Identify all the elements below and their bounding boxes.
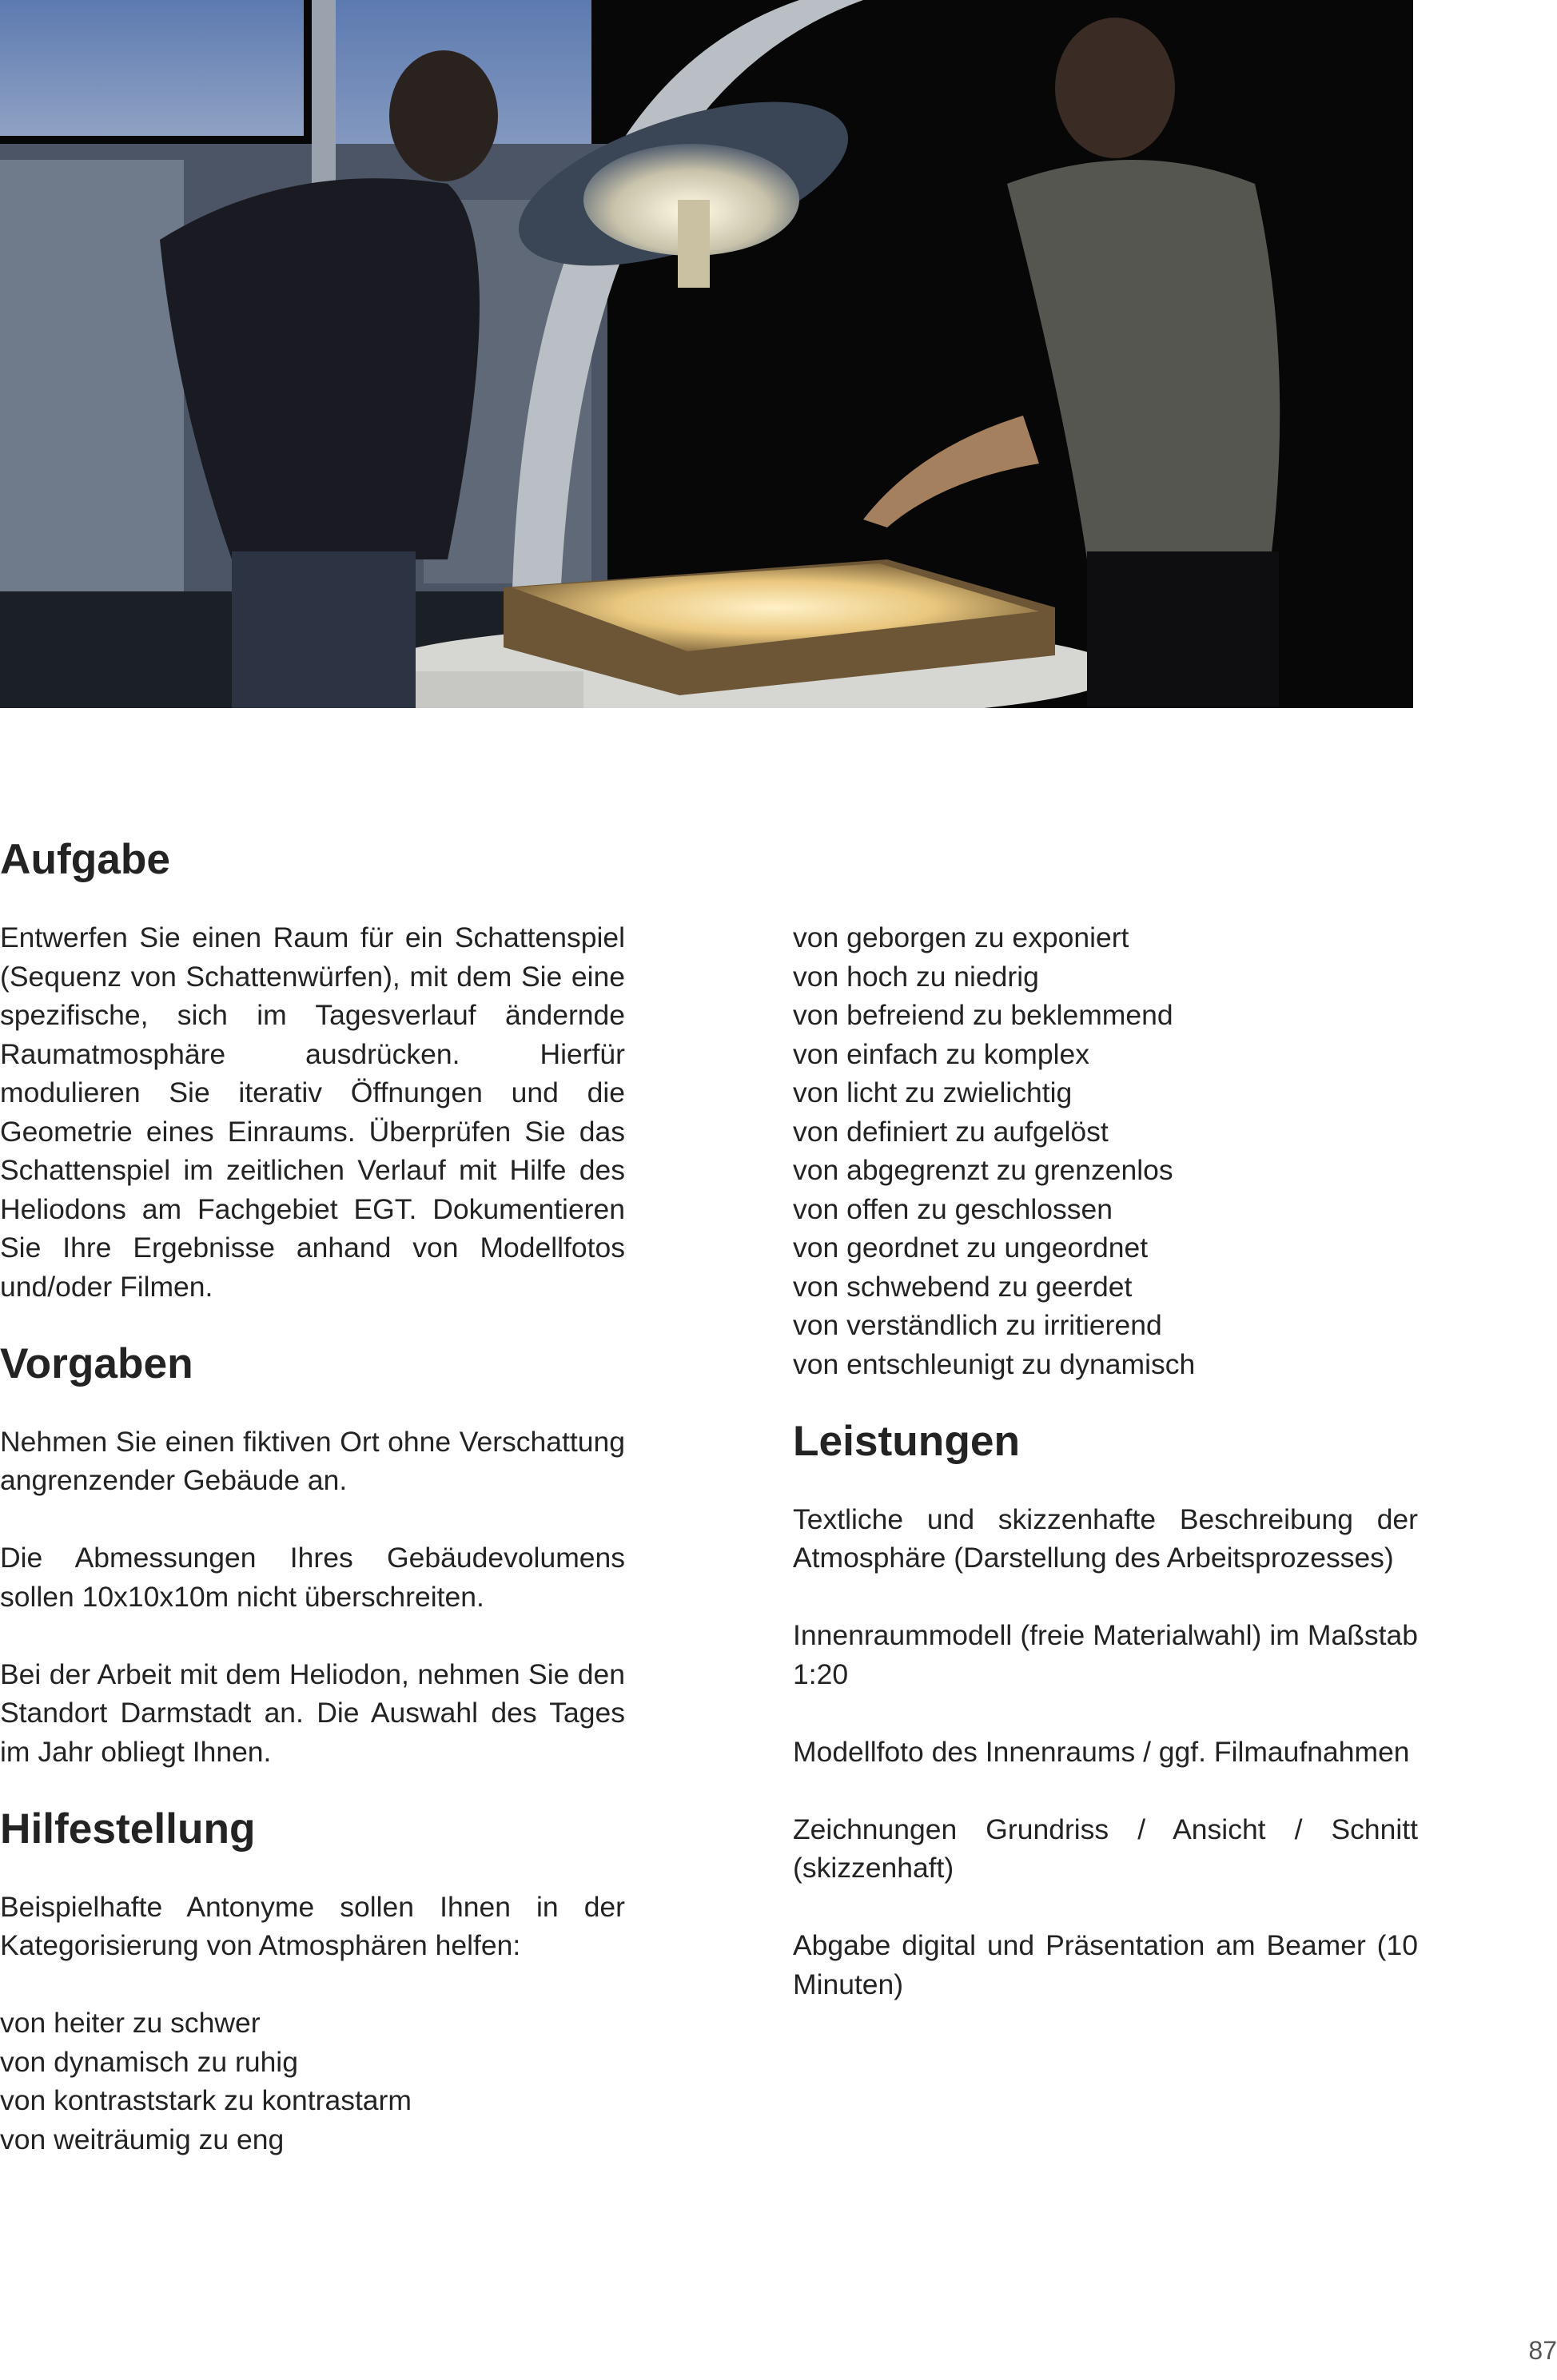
left-column — [0, 836, 625, 2159]
heliodon-photo — [0, 0, 1413, 708]
list-item: von geordnet zu ungeordnet — [793, 1232, 1149, 1264]
leistungen-paragraph-3: Modellfoto des Innenraums / ggf. Filmaufnahmen — [793, 1735, 1410, 1768]
leistungen-paragraph-2: Innenraummodell (freie Materialwahl) im Maßstab 1:20 — [793, 1619, 1418, 1690]
leistungen-paragraph-5: Abgabe digital und Präsentation am Beamer (10 Minuten) — [793, 1929, 1418, 2000]
heading-hilfestellung: Hilfestellung — [0, 1805, 256, 1853]
list-item: von licht zu zwielichtig — [793, 1077, 1073, 1108]
vorgaben-paragraph-2: Die Abmessungen Ihres Gebäudevolumens sollen 10x10x10m nicht überschreiten. — [0, 1542, 625, 1613]
aufgabe-text: Entwerfen Sie einen Raum für ein Schattenspiel (Sequenz von Schattenwürfen), mit dem Sie eine spezifische, sich im Tagesverlauf ändernde Raumatmosphäre ausdrücken. Hierfür modulieren Sie iterativ Öffnungen und die Geometrie eines Einraums. Überprüfen Sie das Schattenspiel im zeitlichen Verlauf mit Hilfe des Heliodons am Fachgebiet EGT. Dokumentieren Sie Ihre Ergebnisse anhand von Modellfotos und/oder Filmen. — [0, 921, 625, 1303]
page-number: 87 — [1528, 2336, 1557, 2365]
list-item: von abgegrenzt zu grenzenlos — [793, 1154, 1173, 1186]
list-item: von heiter zu schwer — [0, 2007, 261, 2039]
list-item: von kontraststark zu kontrastarm — [0, 2084, 412, 2116]
list-item: von hoch zu niedrig — [793, 960, 1039, 993]
list-item: von offen zu geschlossen — [793, 1192, 1113, 1225]
right-column — [793, 918, 1418, 2004]
vorgaben-paragraph-1: Nehmen Sie einen fiktiven Ort ohne Verschattung angrenzender Gebäude an. — [0, 1425, 625, 1496]
person-right — [1055, 18, 1175, 158]
heading-aufgabe: Aufgabe — [0, 836, 170, 883]
antonym-list-right — [793, 918, 1418, 1383]
photo-illustration — [0, 0, 1413, 708]
list-item: von dynamisch zu ruhig — [0, 2045, 298, 2078]
leistungen-paragraph-4: Zeichnungen Grundriss / Ansicht / Schnitt (skizzenhaft) — [793, 1813, 1418, 1884]
list-item: von definiert zu aufgelöst — [793, 1115, 1109, 1148]
list-item: von verständlich zu irritierend — [793, 1309, 1162, 1341]
list-item: von schwebend zu geerdet — [793, 1270, 1133, 1303]
window-pane — [0, 0, 304, 136]
list-item: von entschleunigt zu dynamisch — [793, 1347, 1196, 1380]
heading-leistungen: Leistungen — [793, 1417, 1021, 1465]
hilfestellung-text: Beispielhafte Antonyme sollen Ihnen in der Kategorisierung von Atmosphären helfen: — [0, 1890, 625, 1961]
person-left — [389, 50, 498, 181]
list-item: von einfach zu komplex — [793, 1037, 1089, 1070]
list-item: von geborgen zu exponiert — [793, 921, 1129, 953]
antonym-list-left — [0, 2004, 625, 2159]
heading-vorgaben: Vorgaben — [0, 1339, 193, 1387]
list-item: von weiträumig zu eng — [0, 2123, 285, 2155]
list-item: von befreiend zu beklemmend — [793, 999, 1173, 1031]
vorgaben-paragraph-3: Bei der Arbeit mit dem Heliodon, nehmen Sie den Standort Darmstadt an. Die Auswahl des Tages im Jahr obliegt Ihnen. — [0, 1658, 625, 1768]
leistungen-paragraph-1: Textliche und skizzenhafte Beschreibung der Atmosphäre (Darstellung des Arbeitsprozesses) — [793, 1502, 1418, 1574]
